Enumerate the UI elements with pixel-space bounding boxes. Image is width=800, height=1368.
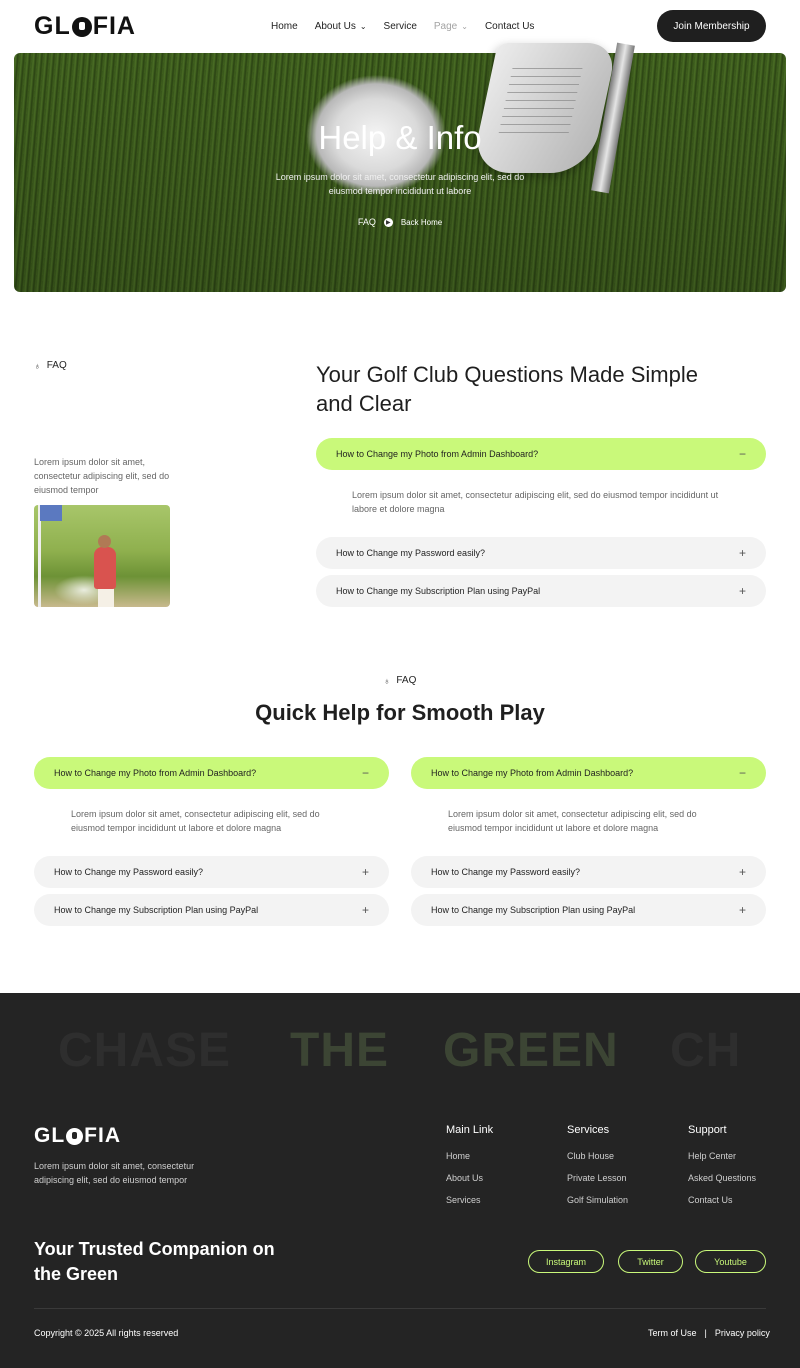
footer-brand-logo[interactable]: [34, 1124, 121, 1148]
footer-link-about-us[interactable]: About Us: [446, 1173, 484, 1183]
nav-home[interactable]: Home: [271, 21, 298, 32]
footer-col-support: [688, 1124, 756, 1217]
footer-logo-text-start: GL: [34, 1124, 66, 1147]
golf-ball-logo-icon: [66, 1128, 83, 1145]
footer-col-services: [567, 1124, 628, 1217]
golf-pin-icon: ♁: [34, 360, 41, 371]
site-header: [0, 0, 800, 52]
instagram-button[interactable]: Instagram: [528, 1250, 604, 1273]
chevron-down-icon: ⌄: [359, 22, 367, 31]
golf-pin-icon: ♁: [383, 675, 391, 686]
faq-item-photo[interactable]: [411, 757, 766, 789]
footer-link-private-lesson[interactable]: Private Lesson: [567, 1173, 627, 1183]
faq-question: How to Change my Subscription Plan using PayPal: [54, 905, 259, 915]
faq-question: How to Change my Subscription Plan using PayPal: [431, 905, 636, 915]
main-nav: [271, 21, 551, 32]
section1-tag-label: FAQ: [46, 360, 67, 371]
legal-separator: |: [704, 1328, 707, 1338]
hero-subtitle: Lorem ipsum dolor sit amet, consectetur adipiscing elit, sed do eiusmod tempor incididunt ut labore: [275, 172, 525, 196]
footer-logo-text-end: FIA: [84, 1124, 121, 1147]
faq-question: How to Change my Photo from Admin Dashboard?: [336, 449, 539, 459]
brand-logo[interactable]: [34, 12, 136, 41]
hero-title: Help & Info: [318, 119, 482, 156]
footer-col-main-link: [446, 1124, 493, 1217]
join-membership-button[interactable]: Join Membership: [657, 10, 766, 42]
golfer-body: [94, 547, 116, 589]
faq-question: How to Change my Password easily?: [336, 548, 486, 558]
twitter-button[interactable]: Twitter: [618, 1250, 683, 1273]
section1-title: Your Golf Club Questions Made Simple and Clear: [316, 362, 698, 416]
nav-contact-us[interactable]: Contact Us: [484, 21, 535, 32]
youtube-button[interactable]: Youtube: [695, 1250, 766, 1273]
site-footer: [0, 993, 800, 1368]
golfer-bunker-photo: [34, 505, 170, 607]
brand-logo-text-end: FIA: [92, 12, 136, 40]
golf-ball-logo-icon: [72, 17, 92, 37]
marquee-banner: [0, 1023, 800, 1083]
marquee-word: CH: [670, 1024, 742, 1077]
hero-banner: [14, 53, 786, 292]
arrow-circle-icon: ▶: [384, 218, 393, 227]
footer-description: Lorem ipsum dolor sit amet, consectetur adipiscing elit, sed do eiusmod tempor: [34, 1161, 195, 1185]
section2-tag-label: FAQ: [396, 675, 417, 686]
faq-answer: Lorem ipsum dolor sit amet, consectetur adipiscing elit, sed do eiusmod tempor incididunt ut labore et dolore magna: [448, 809, 697, 833]
faq-item-password[interactable]: [411, 856, 766, 888]
faq-answer: Lorem ipsum dolor sit amet, consectetur adipiscing elit, sed do eiusmod tempor incididunt ut labore et dolore magna: [71, 809, 320, 833]
breadcrumb: [14, 217, 786, 227]
section1-tag: [34, 360, 67, 371]
footer-link-help-center[interactable]: Help Center: [688, 1151, 737, 1161]
golfer-head: [98, 535, 111, 548]
faq-item-photo[interactable]: [316, 438, 766, 470]
nav-service[interactable]: Service: [383, 21, 417, 32]
nav-page[interactable]: Page ⌄: [433, 21, 468, 32]
breadcrumb-current: FAQ: [357, 217, 376, 227]
faq-item-subscription[interactable]: [411, 894, 766, 926]
footer-link-golf-simulation[interactable]: Golf Simulation: [567, 1195, 629, 1205]
faq-item-subscription[interactable]: [316, 575, 766, 607]
plus-icon: +: [361, 865, 369, 879]
footer-col-title: Main Link: [446, 1124, 494, 1136]
faq-item-photo[interactable]: [34, 757, 389, 789]
section2-title: Quick Help for Smooth Play: [255, 700, 545, 725]
faq-item-subscription[interactable]: [34, 894, 389, 926]
section2-tag: [0, 675, 800, 686]
plus-icon: +: [738, 584, 746, 598]
terms-of-use-link[interactable]: Term of Use: [648, 1328, 697, 1338]
legal-links: [648, 1328, 770, 1338]
footer-link-contact-us[interactable]: Contact Us: [688, 1195, 733, 1205]
faq-answer: Lorem ipsum dolor sit amet, consectetur adipiscing elit, sed do eiusmod tempor incididunt ut labore et dolore magna: [352, 490, 719, 514]
faq-item-password[interactable]: [34, 856, 389, 888]
nav-about-us[interactable]: About Us ⌄: [314, 21, 367, 32]
faq-item-password[interactable]: [316, 537, 766, 569]
faq-question: How to Change my Password easily?: [431, 867, 581, 877]
footer-link-club-house[interactable]: Club House: [567, 1151, 615, 1161]
faq-question: How to Change my Photo from Admin Dashboard?: [54, 768, 257, 778]
footer-tagline: Your Trusted Companion on the Green: [34, 1239, 275, 1284]
marquee-word: CHASE: [58, 1024, 232, 1077]
section1-side-text: Lorem ipsum dolor sit amet, consectetur adipiscing elit, sed do eiusmod tempor: [34, 457, 170, 495]
footer-divider: [34, 1308, 766, 1309]
minus-icon: −: [361, 766, 369, 780]
flag: [40, 505, 62, 521]
footer-link-home[interactable]: Home: [446, 1151, 471, 1161]
plus-icon: +: [738, 546, 746, 560]
faq-question: How to Change my Password easily?: [54, 867, 204, 877]
plus-icon: +: [738, 903, 746, 917]
marquee-word: THE: [290, 1024, 389, 1077]
minus-icon: −: [738, 766, 746, 780]
marquee-word: GREEN: [443, 1024, 619, 1077]
plus-icon: +: [738, 865, 746, 879]
footer-col-title: Support: [688, 1124, 727, 1136]
minus-icon: −: [738, 447, 746, 461]
faq-question: How to Change my Subscription Plan using PayPal: [336, 586, 541, 596]
footer-link-services[interactable]: Services: [446, 1195, 481, 1205]
footer-link-asked-questions[interactable]: Asked Questions: [688, 1173, 757, 1183]
privacy-policy-link[interactable]: Privacy policy: [714, 1328, 770, 1338]
copyright-text: Copyright © 2025 All rights reserved: [34, 1328, 179, 1338]
breadcrumb-back-home-link[interactable]: Back Home: [400, 217, 443, 227]
footer-col-title: Services: [567, 1124, 610, 1136]
chevron-down-icon: ⌄: [461, 22, 468, 31]
plus-icon: +: [361, 903, 369, 917]
brand-logo-text-start: GL: [34, 12, 71, 40]
faq-question: How to Change my Photo from Admin Dashboard?: [431, 768, 634, 778]
